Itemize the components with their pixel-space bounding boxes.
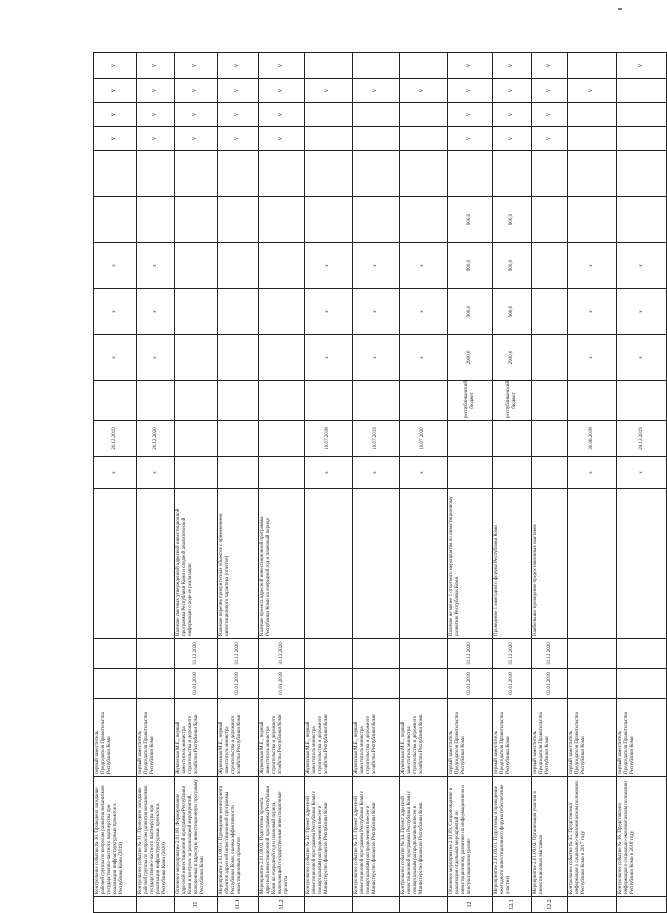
cell-y1 [567,127,617,151]
cell-v1: x [400,335,448,381]
cell-y1 [617,127,667,151]
cell-v5 [493,151,532,197]
cell-v4: 900,0 [447,197,493,243]
cell-src [174,381,217,421]
cell-result: Наличие перечня приоритетных объектов с применением инвестиционного характера (отчетов) [218,489,259,639]
cell-y1: V [447,127,493,151]
cell-y3: V [567,79,617,103]
cell-end [352,639,400,669]
cell-y3 [617,79,667,103]
cell-v1 [532,335,567,381]
cell-name: Мероприятие 2.01.09.01. Подготовка и проведение ежегодного инвестиционного форума (обеспечение участия) [493,777,532,897]
cell-resp: первый заместитель Председателя Правительства Республики Коми [94,699,137,777]
cell-src [94,381,137,421]
table-row [259,53,305,913]
cell-result [137,489,174,639]
cell-v5 [259,151,305,197]
cell-resp: первый заместитель Председателя Правительства Республики Коми [137,699,174,777]
cell-v4 [259,197,305,243]
cell-y4: V [218,53,259,79]
cell-start [352,669,400,699]
cell-src: республиканский бюджет [447,381,493,421]
table-row [174,53,217,913]
cell-dstart: x [304,457,352,489]
cell-y2: V [447,103,493,127]
cell-result: Наличие проекта адресной инвестиционной программы Республики Коми на очередной год и плановый период [259,489,305,639]
cell-dstart: x [400,457,448,489]
cell-v3: 900,0 [447,243,493,289]
cell-y2 [617,103,667,127]
cell-v1: x [617,335,667,381]
cell-v5 [304,151,352,197]
cell-v4 [617,197,667,243]
cell-start [617,669,667,699]
cell-v3: x [567,243,617,289]
cell-num: 12.1 [493,897,532,913]
cell-name: Контрольное событие № 34. Проект адресной инвестиционной программы Республики Коми с поквартальным распределением внесен в Министерство финансов Республики Коми [400,777,448,897]
cell-v3: x [400,243,448,289]
cell-result [567,489,617,639]
cell-v1: x [567,335,617,381]
cell-resp: Жуковская М.Е., первый заместитель министра строительства и дорожного хозяйства Республики Коми [218,699,259,777]
cell-dend: 10.07.2019 [352,421,400,457]
cell-result [94,489,137,639]
cell-resp: Жуковская М.Е., первый заместитель министра строительства и дорожного хозяйства Республики Коми [304,699,352,777]
cell-v3 [218,243,259,289]
cell-v1: 2900,0 [493,335,532,381]
cell-result [304,489,352,639]
cell-y2: V [174,103,217,127]
rotated-table-sheet [93,53,667,913]
cell-y4: V [137,53,174,79]
cell-v2: 900,0 [447,289,493,335]
cell-v1 [218,335,259,381]
cell-v1: x [352,335,400,381]
cell-y2 [400,103,448,127]
cell-start: 01.01.2018 [532,669,567,699]
cell-end [137,639,174,669]
cell-src [137,381,174,421]
cell-name: Контрольное событие № 33. Проект адресной инвестиционной программы Республики Коми с поквартальным распределением внесен в Министерство финансов Республики Коми [352,777,400,897]
cell-v4 [567,197,617,243]
cell-v5 [567,151,617,197]
cell-start: 01.01.2018 [174,669,217,699]
cell-src [567,381,617,421]
cell-dstart [532,457,567,489]
cell-v5 [617,151,667,197]
cell-y1: V [137,127,174,151]
cell-end [567,639,617,669]
cell-resp: Жуковская М.Е., первый заместитель министра строительства и дорожного хозяйства Республики Коми [400,699,448,777]
cell-v2: 900,0 [493,289,532,335]
cell-num [617,897,667,913]
scan-edge-mark [618,8,622,10]
cell-dend [447,421,493,457]
cell-end: 31.12.2020 [218,639,259,669]
table-row [352,53,400,913]
cell-start [400,669,448,699]
cell-v2: x [137,289,174,335]
cell-dstart [447,457,493,489]
cell-dend [532,421,567,457]
cell-v3: x [617,243,667,289]
cell-result: Наличие не менее 1 отчетного мероприятия по инвестиционному развитию Республики Коми [447,489,493,639]
table-row [218,53,259,913]
cell-resp: Жуковская М.Е., первый заместитель министра строительства и дорожного хозяйства Республики Коми [352,699,400,777]
cell-y2: V [94,103,137,127]
cell-y3: V [400,79,448,103]
cell-dend: 10.07.2018 [304,421,352,457]
cell-v2 [218,289,259,335]
cell-start [567,669,617,699]
action-plan-table [93,52,667,913]
cell-y1: V [218,127,259,151]
cell-start: 01.01.2018 [218,669,259,699]
cell-dstart [174,457,217,489]
table-row [567,53,617,913]
cell-y1 [304,127,352,151]
cell-y4: V [493,53,532,79]
cell-v3: x [94,243,137,289]
cell-v4 [174,197,217,243]
cell-src [352,381,400,421]
cell-dstart: x [94,457,137,489]
cell-v1: 2900,0 [447,335,493,381]
cell-start: 01.01.2018 [259,669,305,699]
cell-y2 [352,103,400,127]
cell-v4 [532,197,567,243]
cell-y2: V [137,103,174,127]
cell-name: Контрольное событие № 31. Проведено заседание рабочей группы по вопросам развития механизмов государственно-частного партнерства при реализации инфраструктурных проектов в Республике Коми (2020) [137,777,174,897]
cell-y4 [304,53,352,79]
cell-y4 [567,53,617,79]
cell-dstart: x [137,457,174,489]
cell-end: 31.12.2020 [447,639,493,669]
cell-y3: V [447,79,493,103]
cell-num [137,897,174,913]
cell-dstart [493,457,532,489]
cell-end: 31.12.2020 [532,639,567,669]
cell-y1: V [259,127,305,151]
cell-dstart: x [352,457,400,489]
cell-v2: x [400,289,448,335]
cell-y2: V [532,103,567,127]
cell-y1 [400,127,448,151]
cell-num: 11.1 [218,897,259,913]
cell-y4: V [259,53,305,79]
cell-end [94,639,137,669]
cell-result: Наибольшее проведение предоставленных выставок [532,489,567,639]
cell-start [137,669,174,699]
cell-v2: x [304,289,352,335]
table-row [493,53,532,913]
cell-v3: x [137,243,174,289]
cell-resp: Жуковская М.Е., первый заместитель министра строительства и дорожного хозяйства Республики Коми [174,699,217,777]
cell-v5 [137,151,174,197]
cell-v2: x [617,289,667,335]
cell-resp: первый заместитель Председателя Правительства Республики Коми [617,699,667,777]
table-row [532,53,567,913]
cell-resp: первый заместитель Председателя Правительства Республики Коми [447,699,493,777]
cell-num [567,897,617,913]
cell-y2: V [493,103,532,127]
cell-start [304,669,352,699]
cell-end: 31.12.2020 [493,639,532,669]
cell-y3: V [352,79,400,103]
cell-name: Контрольное событие № 35. Представлена информация о социально-экономическом положении Республики Коми в 2017 году [567,777,617,897]
cell-name: Контрольное событие № 32. Проект адресной инвестиционной программы Республики Коми с поквартальным распределением внесен в Министерство финансов Республики Коми [304,777,352,897]
cell-y3: V [259,79,305,103]
cell-num [304,897,352,913]
cell-y1: V [94,127,137,151]
cell-dstart [218,457,259,489]
cell-src [218,381,259,421]
cell-name: Основное мероприятие 2.01.09. Сопровождение и реализация отдельных мероприятий по инвестиционному развитию на информационном и консультационном уровне [447,777,493,897]
cell-v3: x [304,243,352,289]
cell-v3: 900,0 [493,243,532,289]
cell-v4 [304,197,352,243]
cell-y4: V [532,53,567,79]
cell-v2: x [94,289,137,335]
cell-src: республиканский бюджет [493,381,532,421]
cell-name: Контрольное событие № 30. Проведено заседание рабочей группы по вопросам развития механизмов государственно-частного партнерства при реализации инфраструктурных проектов в Республике Коми (2019) [94,777,137,897]
cell-v4 [218,197,259,243]
cell-y3: V [94,79,137,103]
cell-y4 [352,53,400,79]
cell-v4: 900,0 [493,197,532,243]
cell-y3: V [532,79,567,103]
cell-result [400,489,448,639]
cell-dend [218,421,259,457]
cell-result: Проведение 1 ежегодного форума Республики Коми [493,489,532,639]
cell-y3: V [493,79,532,103]
cell-v5 [447,151,493,197]
cell-v2 [174,289,217,335]
cell-result [352,489,400,639]
cell-name: Мероприятие 2.01.08.01. Проведение мониторинга объектов адресной инвестиционной программы Республики Коми, оценка эффективности инвестиционных проектов [218,777,259,897]
cell-src [304,381,352,421]
cell-v5 [174,151,217,197]
cell-v1 [174,335,217,381]
cell-v2: x [567,289,617,335]
cell-y3: V [304,79,352,103]
cell-dend [259,421,305,457]
cell-v4 [400,197,448,243]
cell-v1 [259,335,305,381]
cell-v4 [94,197,137,243]
cell-end [400,639,448,669]
cell-dend: 30.06.2018 [567,421,617,457]
cell-num [352,897,400,913]
cell-v1: x [137,335,174,381]
table-row [94,53,137,913]
cell-dend: 10.07.2020 [400,421,448,457]
cell-v3 [174,243,217,289]
cell-name: Мероприятие 2.01.08.02. Подготовка проекта адресной инвестиционной программы Республики Коми на очередной год и плановый период, включающей государственные инвестиционные проекты [259,777,305,897]
cell-v1: x [94,335,137,381]
cell-y1: V [493,127,532,151]
cell-y1: V [174,127,217,151]
cell-y4: V [94,53,137,79]
cell-dend: 20.12.2019 [94,421,137,457]
cell-v5 [532,151,567,197]
cell-src [400,381,448,421]
cell-y2 [567,103,617,127]
cell-v5 [400,151,448,197]
cell-result: Наличие сметных утвержденной адресной инвестиционной программы Республики Коми и сводной аналитической информации о ходе ее реализации [174,489,217,639]
cell-v1: x [304,335,352,381]
cell-src [259,381,305,421]
cell-dend [493,421,532,457]
cell-y2: V [259,103,305,127]
table-row [400,53,448,913]
cell-end [617,639,667,669]
cell-v5 [352,151,400,197]
cell-y1 [352,127,400,151]
cell-src [532,381,567,421]
table-row [617,53,667,913]
cell-y1: V [532,127,567,151]
cell-y3: V [218,79,259,103]
cell-v2: x [352,289,400,335]
cell-v5 [218,151,259,197]
cell-v2 [259,289,305,335]
table-row [304,53,352,913]
cell-resp: первый заместитель Председателя Правительства Республики Коми [567,699,617,777]
cell-end: 31.12.2020 [259,639,305,669]
cell-v5 [94,151,137,197]
cell-resp: первый заместитель Председателя Правительства Республики Коми [493,699,532,777]
cell-num [94,897,137,913]
cell-start: 01.01.2018 [493,669,532,699]
cell-v2 [532,289,567,335]
cell-resp: Жуковская М.Е., первый заместитель министра строительства и дорожного хозяйства Республики Коми [259,699,305,777]
table-row [137,53,174,913]
cell-num: 11.2 [259,897,305,913]
cell-v4 [137,197,174,243]
cell-y2 [304,103,352,127]
cell-result [617,489,667,639]
cell-dend: 20.12.2019 [617,421,667,457]
cell-y4 [400,53,448,79]
cell-y2: V [218,103,259,127]
cell-y3: V [174,79,217,103]
cell-dstart: x [617,457,667,489]
cell-y3: V [137,79,174,103]
cell-dstart: x [567,457,617,489]
cell-dstart [259,457,305,489]
table-row [447,53,493,913]
cell-num [400,897,448,913]
cell-v4 [352,197,400,243]
cell-name: Мероприятие 2.01.09.02. Организация участия в инвестиционных выставках [532,777,567,897]
cell-src [617,381,667,421]
cell-num: 12 [447,897,493,913]
cell-num: 11 [174,897,217,913]
cell-v3 [532,243,567,289]
cell-y4: V [617,53,667,79]
cell-start: 01.01.2018 [447,669,493,699]
cell-y4: V [174,53,217,79]
cell-start [94,669,137,699]
cell-name: Контрольное событие № 36. Представлена информация о социально-экономическом положении Республики Коми в 2018 году [617,777,667,897]
cell-end: 31.12.2020 [174,639,217,669]
cell-num: 12.2 [532,897,567,913]
cell-end [304,639,352,669]
cell-name: Основное мероприятие 2.01.08. Формирование адресной инвестиционной программы Республики Коми и контроль за реализацией мероприятий, включенных в адресную инвестиционную программу Республики Коми [174,777,217,897]
cell-v3 [259,243,305,289]
cell-v3: x [352,243,400,289]
cell-dend [174,421,217,457]
cell-y4: V [447,53,493,79]
cell-dend: 20.12.2020 [137,421,174,457]
cell-resp: первый заместитель Председателя Правительства Республики Коми [532,699,567,777]
